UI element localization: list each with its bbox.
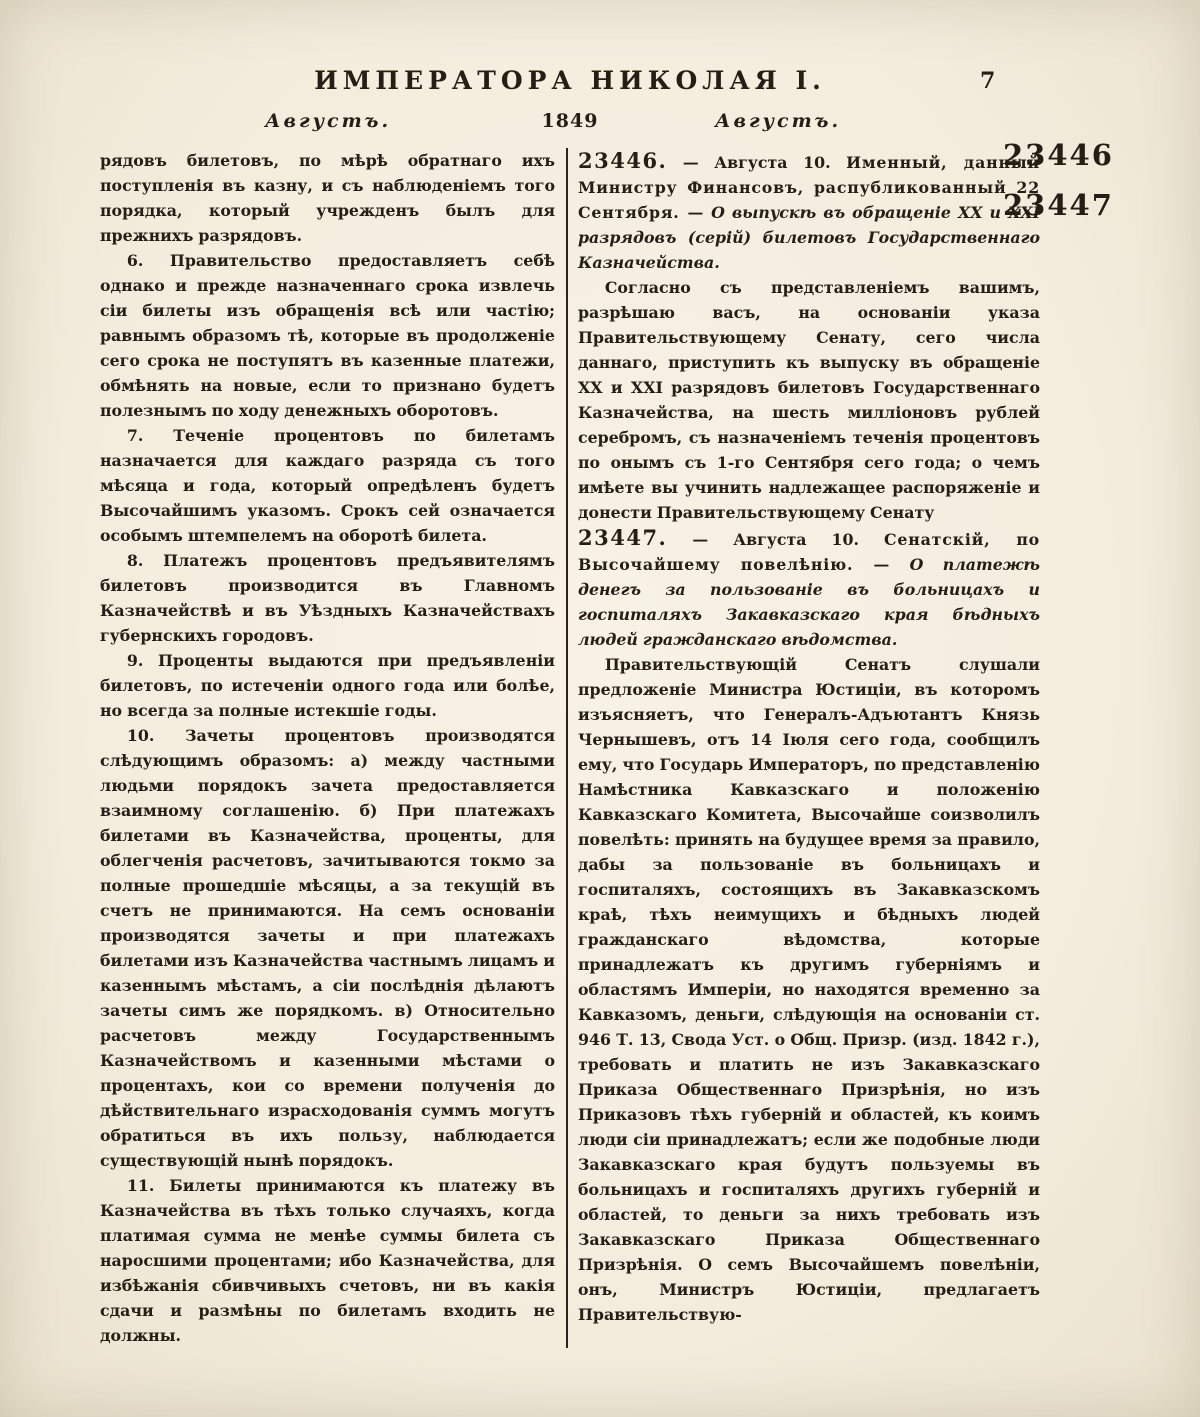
page-header (100, 66, 1040, 95)
running-head-year: 1849 (541, 110, 599, 132)
paragraph-item-7: 7. Теченіе процентовъ по билетамъ назначается для каждаго разряда съ того мѣсяца и года, который опредѣленъ будетъ Высочайшимъ указомъ. Срокъ сей означается особымъ штемпелемъ на оборотѣ билета. (100, 426, 555, 545)
paragraph-item-6: 6. Правительство предоставляетъ себѣ однако и прежде назначеннаго срока извлечь сіи билеты изъ обращенія всѣ или частію; равнымъ образомъ тѣ, которые въ продолженіе сего срока не поступятъ въ казенные платежи, обмѣнять на новые, если то признано будетъ полезнымъ по ходу денежныхъ оборотовъ. (100, 251, 555, 420)
right-column (578, 148, 1040, 1348)
entry-heading-23447 (578, 525, 1040, 652)
paragraph-item-11: 11. Билеты принимаются къ платежу въ Казначейства въ тѣхъ только случаяхъ, когда платимая сумма не менѣе суммы билета съ наросшими процентами; ибо Казначейства, для избѣжанія сбивчивыхъ счетовъ, ни въ какія сдачи и размѣны по билетамъ входить не должны. (100, 1176, 555, 1345)
running-head-month-right: Августъ. (715, 110, 842, 132)
paragraph-item-10: 10. Зачеты процентовъ производятся слѣдующимъ образомъ: а) между частными людьми порядокъ зачета предоставляется взаимному соглашенію. б) При платежахъ билетами въ Казначейства, проценты, для облегченія расчетовъ, зачитываются токмо за полные прошедшіе мѣсяцы, а за текущій въ счетъ не принимаются. На семъ основаніи производятся зачеты и при платежахъ билетами изъ Казначейства частнымъ лицамъ и казеннымъ мѣстамъ, а сіи послѣднія дѣлаютъ зачеты симъ же порядкомъ. в) Относительно расчетовъ между Государственнымъ Казначействомъ и казенными мѣстами о процентахъ, кои со времени полученія до дѣйствительнаго израсходованія суммъ могутъ обратиться въ ихъ пользу, наблюдается существующій нынѣ порядокъ. (100, 726, 556, 1170)
paragraph-item-8: 8. Платежъ процентовъ предъявителямъ билетовъ производится въ Главномъ Казначействѣ и въ Уѣздныхъ Казначействахъ губернскихъ городовъ. (100, 551, 555, 645)
entry-date: — Августа 10. (682, 153, 831, 172)
page-number: 7 (980, 68, 996, 94)
entry-body-23447: Правительствующій Сенатъ слушали предложеніе Министра Юстиціи, въ которомъ изъясняетъ, что Генералъ-Адъютантъ Князь Чернышевъ, отъ 14 Іюля сего года, сообщилъ ему, что Государь Императоръ, по представленію Намѣстника Кавказскаго и положенію Кавказскаго Комитета, Высочайше соизволилъ повелѣть: принять на будущее время за правило, дабы за пользованіе въ больницахъ и госпиталяхъ, состоящихъ въ Закавказскомъ краѣ, тѣхъ неимущихъ и бѣдныхъ людей гражданскаго вѣдомства, которые принадлежатъ къ другимъ губерніямъ и областямъ Имперіи, но находятся временно за Кавказомъ, деньги, слѣдующія на основаніи ст. 946 Т. 13, Свода Уст. о Общ. Призр. (изд. 1842 г.), требовать и платить не изъ Закавказскаго Приказа Общественнаго Призрѣнія, но изъ Приказовъ тѣхъ губерній и областей, къ коимъ люди сіи принадлежатъ; если же подобные люди Закавказскаго края будутъ пользуемы въ больницахъ и госпиталяхъ другихъ губерній и областей, то деньги за нихъ требовать изъ Закавказскаго Приказа Общественнаго Призрѣнія. О семъ Высочайшемъ повелѣніи, онъ, Министръ Юстиціи, предлагаетъ Правительствую- (578, 655, 1040, 1324)
entry-kind: Сенатскій, по Высочайшему повелѣнію. — (578, 530, 1041, 574)
running-head (100, 110, 1040, 136)
paragraph-item-9: 9. Проценты выдаются при предъявленіи билетовъ, по истеченіи одного года или болѣе, но всегда за полные истекшіе годы. (100, 651, 555, 720)
margin-number-23447: 23447 (1003, 188, 1114, 222)
left-column (100, 148, 555, 1348)
entry-title: О платежѣ денегъ за пользованіе въ больницахъ и госпиталяхъ Закавказскаго края бѣдныхъ людей гражданскаго вѣдомства. (578, 555, 1040, 649)
column-divider (566, 148, 568, 1348)
entry-title: О выпускѣ въ обращеніе XX и XXI разрядовъ (серій) билетовъ Государственнаго Казначейства. (578, 203, 1040, 272)
paragraph-continuation: рядовъ билетовъ, по мѣрѣ обратнаго ихъ поступленія въ казну, и съ наблюденіемъ того порядка, который учрежденъ былъ для прежнихъ разрядовъ. (100, 151, 555, 245)
margin-number-23446: 23446 (1003, 138, 1114, 172)
entry-date: — Августа 10. (692, 530, 860, 549)
entry-body-23446: Согласно съ представленіемъ вашимъ, разрѣшаю васъ, на основаніи указа Правительствующему Сенату, сего числа даннаго, приступить къ выпуску въ обращеніе XX и XXI разрядовъ билетовъ Государственнаго Казначейства, на шесть милліоновъ рублей серебромъ, съ назначеніемъ теченія процентовъ по онымъ съ 1-го Сентября сего года; о чемъ имѣете вы учинить надлежащее распоряженіе и донести Правительствующему Сенату (578, 278, 1040, 522)
entry-number: 23447. (578, 525, 668, 550)
page-title: ИМПЕРАТОРА НИКОЛАЯ I. (314, 66, 826, 95)
text-columns (100, 148, 1040, 1348)
running-head-month-left: Августъ. (265, 110, 392, 132)
entry-heading-23446 (578, 148, 1040, 275)
entry-kind: Именный, данный Министру Финансовъ, распубликованный 22 Сентября. — (578, 153, 1040, 222)
entry-number: 23446. (578, 148, 668, 173)
